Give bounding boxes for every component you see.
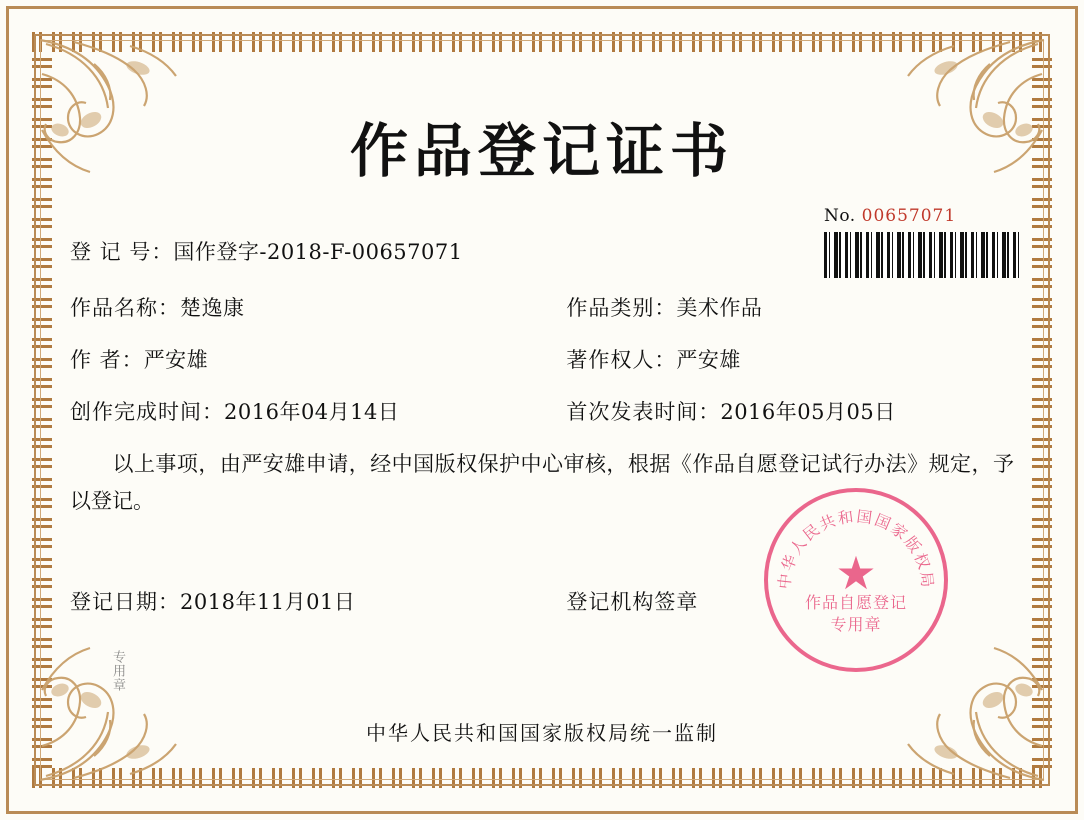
field-seal-label [566,586,1014,616]
field-value: 美术作品 [676,296,763,320]
field-row-author-owner [70,344,1014,374]
field-value: 2016年05月05日 [720,400,896,424]
field-value: 国作登字-2018-F-00657071 [173,240,463,264]
field-row-name-category [70,292,1014,322]
field-value: 楚逸康 [180,296,245,320]
seal-star-icon: ★ [835,545,877,600]
field-label: 登 记 号： [70,240,174,264]
footer-row [70,586,1014,616]
field-work-category [566,292,1014,322]
field-creation-date [70,396,566,426]
field-author [70,344,566,374]
field-value: 严安雄 [143,348,209,372]
seal-line-1: 作品自愿登记 [804,593,907,612]
fields-table [70,236,1014,448]
field-work-name [70,292,566,322]
field-label: 登记机构签章 [566,590,699,614]
serial-line [824,206,1024,226]
field-row-registration-number [70,236,1014,266]
field-registration-number [70,236,580,266]
serial-value: 00657071 [861,206,957,226]
side-vertical-mark: 专用章 [110,650,125,692]
field-label: 首次发表时间： [566,400,721,424]
seal-line-2: 专用章 [830,614,882,634]
field-value: 严安雄 [676,348,741,372]
field-first-publish-date [566,396,1014,426]
field-value: 2016年04月14日 [224,400,400,424]
certificate-content [46,46,1038,774]
field-label: 作品名称： [70,296,180,320]
page-title: 作品登记证书 [349,117,734,185]
field-value: 2018年11月01日 [180,590,356,614]
seal-arc-textpath: 中华人民共和国国家版权局 [775,507,937,591]
serial-label: No. [824,206,856,226]
field-label: 作品类别： [566,296,677,320]
footer-note: 中华人民共和国国家版权局统一监制 [366,721,718,745]
statement-text: 以上事项，由严安雄申请，经中国版权保护中心审核，根据《作品自愿登记试行办法》规定，予以登记。 [70,452,1014,513]
field-label: 作 者： [70,348,144,372]
field-registration-date [70,586,566,616]
field-row-dates [70,396,1014,426]
field-label: 登记日期： [70,590,180,614]
field-label: 创作完成时间： [70,400,224,424]
field-copyright-owner [566,344,1014,374]
statement-paragraph [70,446,1014,520]
field-label: 著作权人： [566,348,677,372]
